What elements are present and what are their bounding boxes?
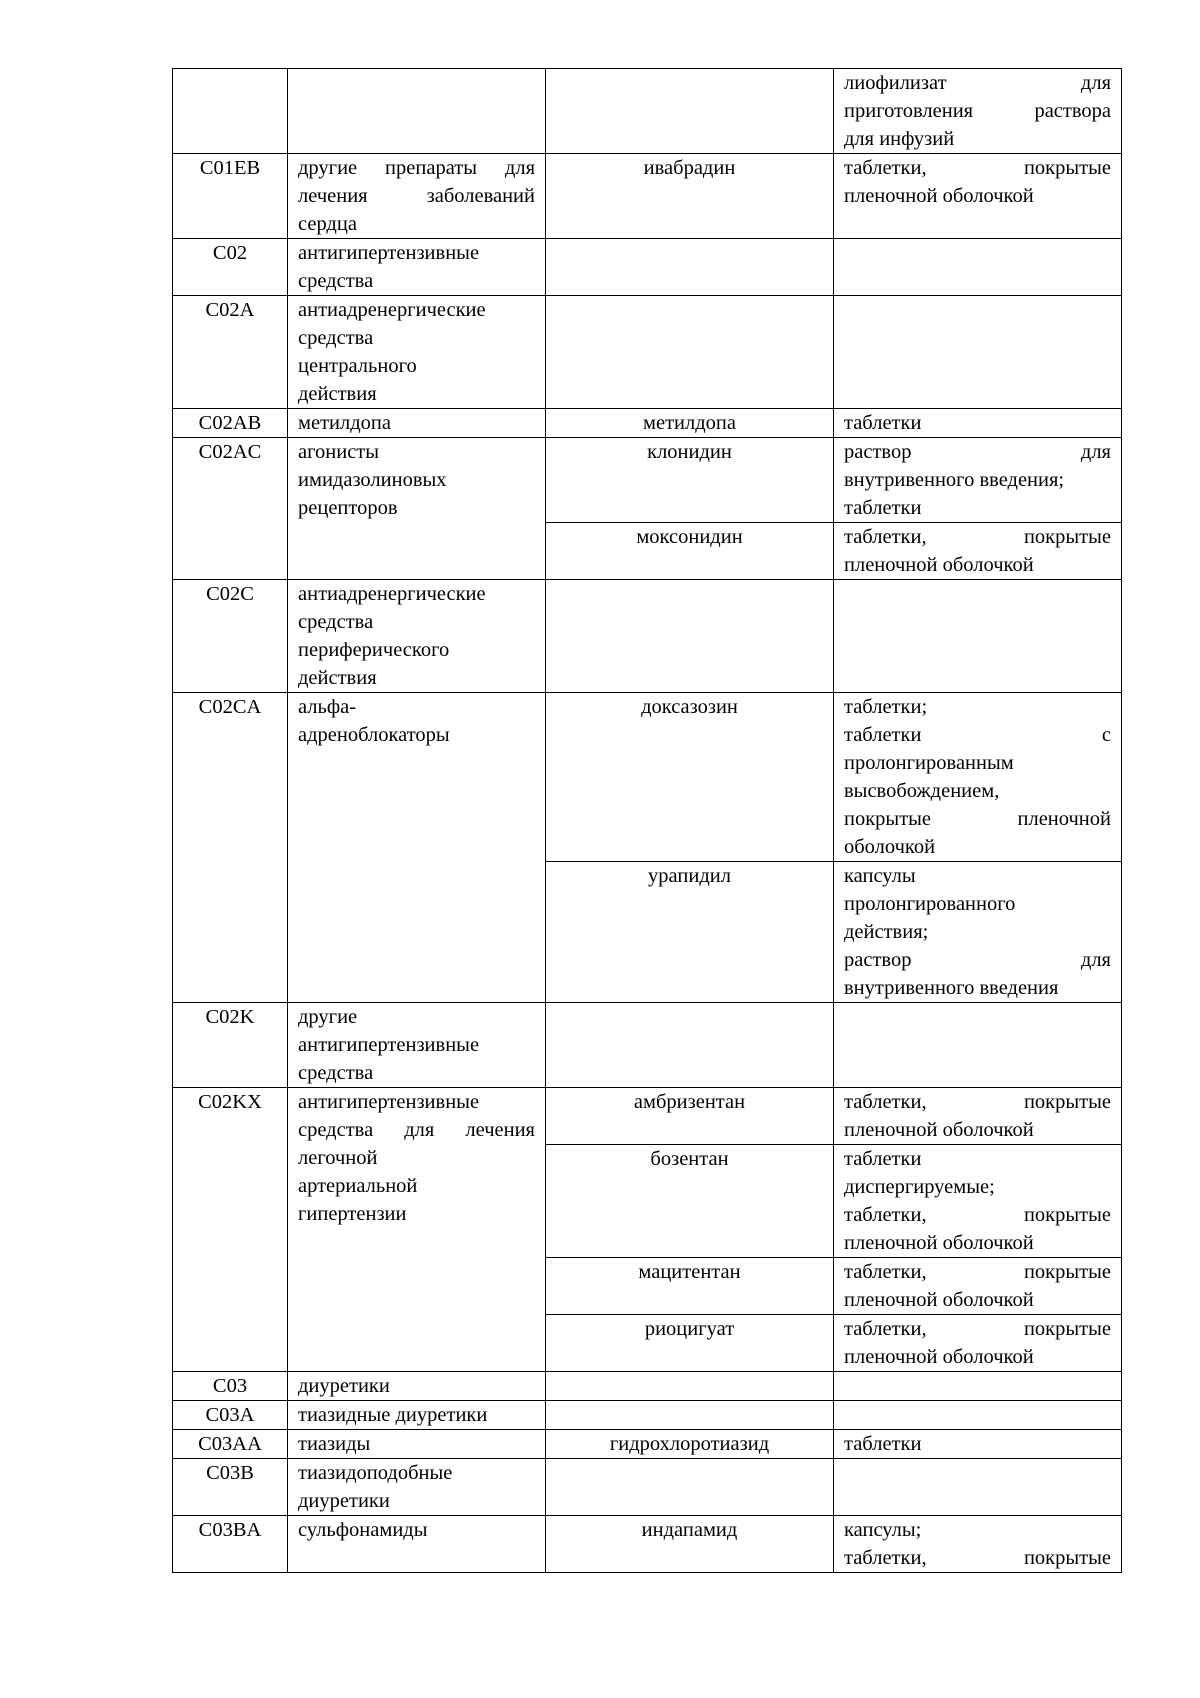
- dosage-form-cell: [834, 409, 1122, 438]
- drug-name-cell: [546, 1459, 834, 1516]
- dosage-form-text-line: оболочкой: [844, 836, 936, 858]
- table-row: [173, 69, 1122, 154]
- table-row: [173, 154, 1122, 239]
- group-text-line: диуретики: [298, 1490, 390, 1512]
- dosage-form-text-line: таблетки, покрытые: [844, 1261, 1111, 1283]
- anatomical-therapeutic-group-cell: [288, 1088, 546, 1372]
- group-text-line: тиазидные диуретики: [298, 1404, 488, 1426]
- table-row: [173, 438, 1122, 523]
- drug-name-cell: амбризентан: [546, 1088, 834, 1145]
- group-text-line: сердца: [298, 213, 357, 235]
- atc-code-cell: C02CA: [173, 693, 288, 1003]
- group-text-line: средства: [298, 1062, 374, 1084]
- table-row: [173, 1088, 1122, 1145]
- drug-name-cell: [546, 1401, 834, 1430]
- group-text-line: альфа-: [298, 696, 357, 718]
- anatomical-therapeutic-group-cell: [288, 1459, 546, 1516]
- group-text-line: метилдопа: [298, 412, 391, 434]
- atc-code-cell: C03: [173, 1372, 288, 1401]
- dosage-form-text-line: таблетки: [844, 1433, 922, 1455]
- drug-name-cell: бозентан: [546, 1145, 834, 1258]
- table-row: [173, 580, 1122, 693]
- table-row: [173, 1003, 1122, 1088]
- dosage-form-text-line: пролонгированного: [844, 893, 1016, 915]
- dosage-form-cell: [834, 1372, 1122, 1401]
- group-text-line: тиазидоподобные: [298, 1462, 453, 1484]
- dosage-form-cell: [834, 1430, 1122, 1459]
- dosage-form-text-line: капсулы: [844, 865, 916, 887]
- dosage-form-cell: [834, 1145, 1122, 1258]
- atc-code-cell: C03AA: [173, 1430, 288, 1459]
- dosage-form-text-line: диспергируемые;: [844, 1176, 995, 1198]
- dosage-form-text-line: внутривенного введения: [844, 977, 1059, 999]
- group-text-line: другие препараты для: [298, 157, 535, 179]
- dosage-form-cell: [834, 154, 1122, 239]
- dosage-form-text-line: пленочной оболочкой: [844, 1232, 1034, 1254]
- atc-code-cell: C02C: [173, 580, 288, 693]
- group-text-line: антигипертензивные: [298, 242, 480, 264]
- atc-code-cell: [173, 69, 288, 154]
- drug-name-cell: урапидил: [546, 862, 834, 1003]
- dosage-form-text-line: таблетки, покрытые: [844, 157, 1111, 179]
- anatomical-therapeutic-group-cell: [288, 438, 546, 580]
- dosage-form-text-line: таблетки: [844, 1148, 922, 1170]
- dosage-form-text-line: раствор для: [844, 441, 1111, 463]
- dosage-form-text-line: таблетки с: [844, 724, 1111, 746]
- atc-code-cell: C02AB: [173, 409, 288, 438]
- drug-name-cell: доксазозин: [546, 693, 834, 862]
- anatomical-therapeutic-group-cell: [288, 409, 546, 438]
- dosage-form-cell: [834, 438, 1122, 523]
- dosage-form-cell: [834, 862, 1122, 1003]
- anatomical-therapeutic-group-cell: [288, 69, 546, 154]
- table-row: [173, 1430, 1122, 1459]
- group-text-line: диуретики: [298, 1375, 390, 1397]
- drug-name-cell: [546, 580, 834, 693]
- dosage-form-cell: [834, 1516, 1122, 1573]
- drug-name-cell: [546, 239, 834, 296]
- dosage-form-text-line: приготовления раствора: [844, 100, 1111, 122]
- dosage-form-text-line: таблетки, покрытые: [844, 1091, 1111, 1113]
- atc-code-cell: C03BA: [173, 1516, 288, 1573]
- group-text-line: агонисты: [298, 441, 380, 463]
- dosage-form-text-line: таблетки, покрытые: [844, 1318, 1111, 1340]
- drug-name-cell: ивабрадин: [546, 154, 834, 239]
- atc-code-cell: C02K: [173, 1003, 288, 1088]
- group-text-line: центрального: [298, 355, 417, 377]
- group-text-line: антиадренергические: [298, 299, 486, 321]
- dosage-form-text-line: высвобождением,: [844, 780, 1000, 802]
- drug-name-cell: гидрохлоротиазид: [546, 1430, 834, 1459]
- dosage-form-cell: [834, 1401, 1122, 1430]
- dosage-form-text-line: внутривенного введения;: [844, 469, 1065, 491]
- group-text-line: другие: [298, 1006, 358, 1028]
- dosage-form-cell: [834, 1459, 1122, 1516]
- anatomical-therapeutic-group-cell: [288, 1003, 546, 1088]
- group-text-line: средства для лечения: [298, 1119, 535, 1141]
- anatomical-therapeutic-group-cell: [288, 1372, 546, 1401]
- dosage-form-text-line: пленочной оболочкой: [844, 185, 1034, 207]
- group-text-line: антигипертензивные: [298, 1034, 480, 1056]
- drug-list-table: [172, 68, 1122, 1573]
- dosage-form-text-line: таблетки;: [844, 696, 928, 718]
- anatomical-therapeutic-group-cell: [288, 154, 546, 239]
- dosage-form-cell: [834, 1088, 1122, 1145]
- group-text-line: артериальной: [298, 1175, 418, 1197]
- group-text-line: гипертензии: [298, 1203, 407, 1225]
- dosage-form-text-line: пленочной оболочкой: [844, 1346, 1034, 1368]
- table-row: [173, 1372, 1122, 1401]
- atc-code-cell: C02: [173, 239, 288, 296]
- anatomical-therapeutic-group-cell: [288, 693, 546, 1003]
- dosage-form-text-line: таблетки, покрытые: [844, 526, 1111, 548]
- table-row: [173, 1516, 1122, 1573]
- atc-code-cell: C02A: [173, 296, 288, 409]
- anatomical-therapeutic-group-cell: [288, 1516, 546, 1573]
- anatomical-therapeutic-group-cell: [288, 296, 546, 409]
- group-text-line: средства: [298, 270, 374, 292]
- drug-name-cell: индапамид: [546, 1516, 834, 1573]
- dosage-form-text-line: покрытые пленочной: [844, 808, 1111, 830]
- anatomical-therapeutic-group-cell: [288, 580, 546, 693]
- table-row: [173, 1401, 1122, 1430]
- group-text-line: действия: [298, 667, 377, 689]
- drug-name-cell: [546, 1003, 834, 1088]
- drug-name-cell: метилдопа: [546, 409, 834, 438]
- anatomical-therapeutic-group-cell: [288, 239, 546, 296]
- anatomical-therapeutic-group-cell: [288, 1430, 546, 1459]
- group-text-line: антигипертензивные: [298, 1091, 480, 1113]
- group-text-line: сульфонамиды: [298, 1519, 428, 1541]
- dosage-form-text-line: капсулы;: [844, 1519, 922, 1541]
- table-row: [173, 1459, 1122, 1516]
- group-text-line: средства: [298, 327, 374, 349]
- drug-name-cell: мацитентан: [546, 1258, 834, 1315]
- table-row: [173, 239, 1122, 296]
- atc-code-cell: C02KX: [173, 1088, 288, 1372]
- drug-name-cell: [546, 296, 834, 409]
- dosage-form-text-line: раствор для: [844, 949, 1111, 971]
- group-text-line: антиадренергические: [298, 583, 486, 605]
- dosage-form-cell: [834, 523, 1122, 580]
- anatomical-therapeutic-group-cell: [288, 1401, 546, 1430]
- dosage-form-text-line: пленочной оболочкой: [844, 1289, 1034, 1311]
- dosage-form-cell: [834, 239, 1122, 296]
- atc-code-cell: C03A: [173, 1401, 288, 1430]
- drug-name-cell: риоцигуат: [546, 1315, 834, 1372]
- table-row: [173, 296, 1122, 409]
- drug-name-cell: клонидин: [546, 438, 834, 523]
- dosage-form-cell: [834, 69, 1122, 154]
- atc-code-cell: C02AC: [173, 438, 288, 580]
- table-row: [173, 693, 1122, 862]
- dosage-form-text-line: таблетки, покрытые: [844, 1547, 1111, 1569]
- dosage-form-cell: [834, 296, 1122, 409]
- drug-name-cell: моксонидин: [546, 523, 834, 580]
- dosage-form-cell: [834, 1315, 1122, 1372]
- dosage-form-text-line: таблетки: [844, 497, 922, 519]
- dosage-form-text-line: для инфузий: [844, 128, 955, 150]
- dosage-form-cell: [834, 693, 1122, 862]
- group-text-line: тиазиды: [298, 1433, 371, 1455]
- group-text-line: адреноблокаторы: [298, 724, 450, 746]
- dosage-form-text-line: лиофилизат для: [844, 72, 1111, 94]
- group-text-line: действия: [298, 383, 377, 405]
- group-text-line: периферического: [298, 639, 450, 661]
- group-text-line: средства: [298, 611, 374, 633]
- group-text-line: легочной: [298, 1147, 378, 1169]
- dosage-form-text-line: таблетки: [844, 412, 922, 434]
- dosage-form-cell: [834, 1258, 1122, 1315]
- dosage-form-text-line: пленочной оболочкой: [844, 1119, 1034, 1141]
- group-text-line: лечения заболеваний: [298, 185, 535, 207]
- table-body: [173, 69, 1122, 1573]
- dosage-form-text-line: таблетки, покрытые: [844, 1204, 1111, 1226]
- dosage-form-text-line: пролонгированным: [844, 752, 1014, 774]
- dosage-form-text-line: пленочной оболочкой: [844, 554, 1034, 576]
- group-text-line: имидазолиновых: [298, 469, 447, 491]
- atc-code-cell: C01EB: [173, 154, 288, 239]
- drug-name-cell: [546, 1372, 834, 1401]
- dosage-form-cell: [834, 1003, 1122, 1088]
- dosage-form-text-line: действия;: [844, 921, 929, 943]
- drug-name-cell: [546, 69, 834, 154]
- dosage-form-cell: [834, 580, 1122, 693]
- group-text-line: рецепторов: [298, 497, 398, 519]
- table-row: [173, 409, 1122, 438]
- atc-code-cell: C03B: [173, 1459, 288, 1516]
